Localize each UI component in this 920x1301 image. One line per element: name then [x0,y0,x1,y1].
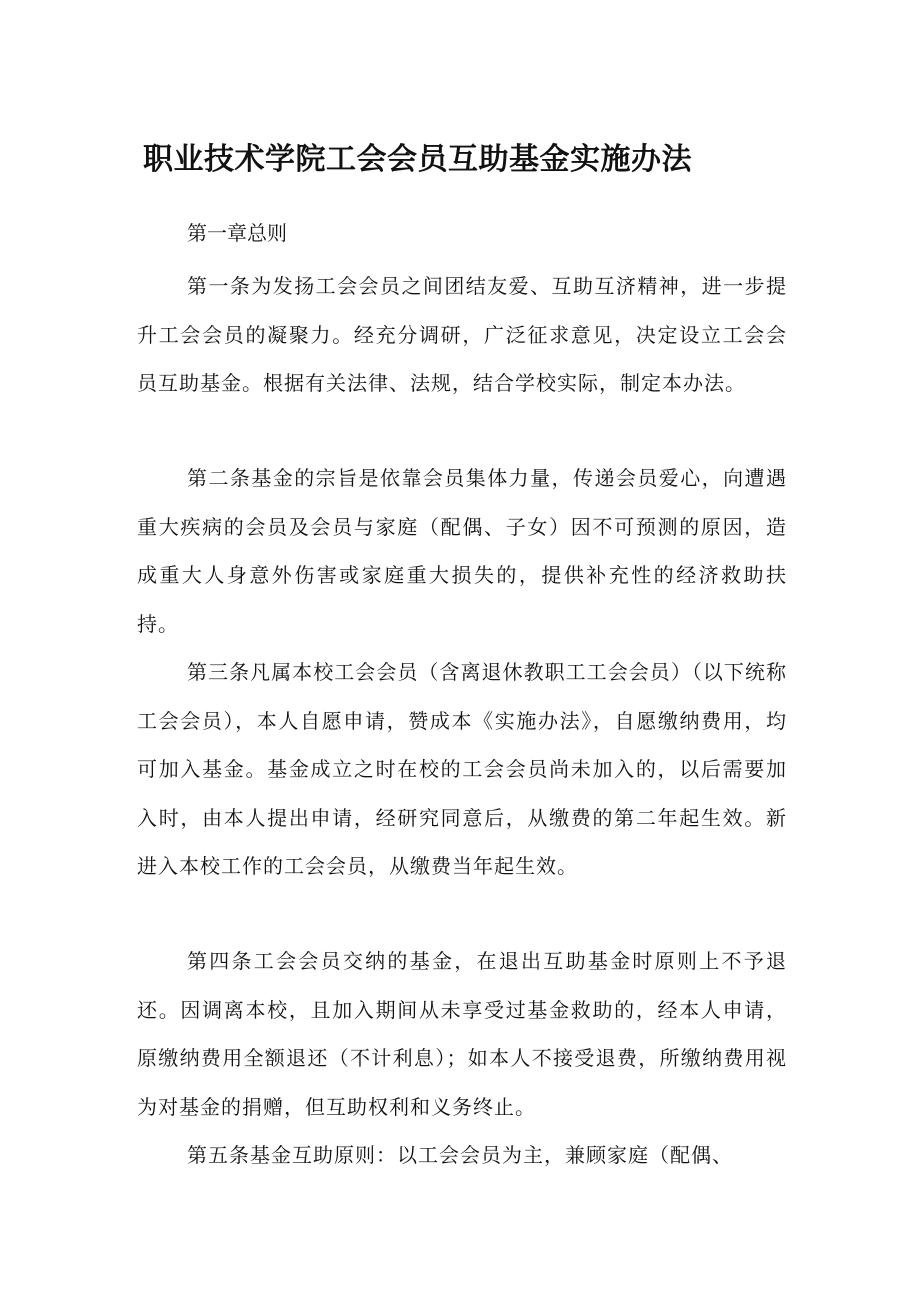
article-paragraph-2: 第二条基金的宗旨是依靠会员集体力量，传递会员爱心，向遭遇重大疾病的会员及会员与家庭（配偶、子女）因不可预测的原因，造成重大人身意外伤害或家庭重大损失的，提供补充性的经济救助扶持。 [137,466,787,636]
chapter-heading: 第一章总则 [187,221,287,245]
document-title: 职业技术学院工会会员互助基金实施办法 [143,142,692,177]
article-paragraph-3: 第三条凡属本校工会会员（含离退休教职工工会会员）（以下统称工会会员），本人自愿申请，赞成本《实施办法》，自愿缴纳费用，均可加入基金。基金成立之时在校的工会会员尚未加入的，以后需要加入时，由本人提出申请，经研究同意后，从缴费的第二年起生效。新进入本校工作的工会会员，从缴费当年起生效。 [137,660,787,878]
article-paragraph-4: 第四条工会会员交纳的基金，在退出互助基金时原则上不予退还。因调离本校，且加入期间从未享受过基金救助的，经本人申请，原缴纳费用全额退还（不计利息）；如本人不接受退费，所缴纳费用视为对基金的捐赠，但互助权利和义务终止。 [137,949,787,1119]
article-paragraph-5: 第五条基金互助原则：以工会会员为主，兼顾家庭（配偶、 [187,1143,733,1167]
article-paragraph-1: 第一条为发扬工会会员之间团结友爱、互助互济精神，进一步提升工会会员的凝聚力。经充分调研，广泛征求意见，决定设立工会会员互助基金。根据有关法律、法规，结合学校实际，制定本办法。 [137,274,787,395]
